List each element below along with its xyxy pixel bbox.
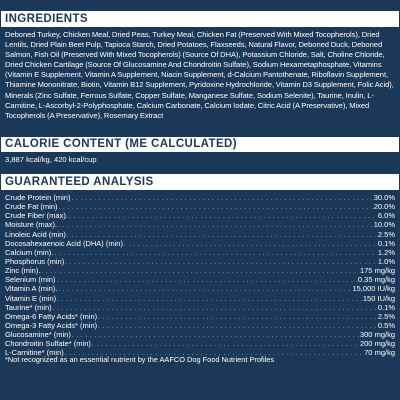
leader-dots: [57, 296, 362, 303]
analysis-label: Vitamin E (min): [5, 293, 57, 303]
analysis-label: Crude Protein (min): [5, 193, 71, 202]
analysis-value: 10.0%: [373, 220, 395, 230]
analysis-row-crude-fat: [5, 202, 395, 211]
aafco-footnote: *Not recognized as an essential nutrient by the AAFCO Dog Food Nutrient Profiles: [5, 355, 275, 364]
analysis-value: 70 mg/kg: [364, 348, 395, 358]
analysis-value: 1.2%: [377, 247, 395, 257]
analysis-row-dha: [5, 239, 395, 248]
analysis-row-chondroitin: [5, 339, 395, 348]
analysis-row-crude-fiber: [5, 211, 395, 220]
analysis-value: 15,000 IU/kg: [352, 284, 395, 294]
analysis-row-calcium: [5, 248, 395, 257]
leader-dots: [59, 204, 373, 211]
guaranteed-analysis-table: [5, 193, 395, 358]
analysis-row-crude-protein: [5, 193, 395, 202]
leader-dots: [65, 259, 377, 266]
analysis-label: Zinc (min).: [5, 266, 41, 276]
analysis-value: 175 mg/kg: [359, 266, 395, 276]
analysis-row-zinc: [5, 266, 395, 275]
analysis-value: 2.5%: [377, 229, 395, 239]
analysis-value: 0.5%: [377, 320, 395, 330]
leader-dots: [58, 222, 373, 229]
analysis-label: Crude Fiber (max).: [5, 211, 68, 221]
leader-dots: [124, 241, 377, 248]
analysis-row-moisture: [5, 220, 395, 229]
leader-dots: [53, 305, 377, 312]
analysis-row-phosphorus: [5, 257, 395, 266]
analysis-value: 6.0%: [377, 211, 395, 221]
analysis-value: 0.1%: [377, 238, 395, 248]
analysis-row-omega-3: [5, 321, 395, 330]
analysis-value: 30.0%: [373, 193, 395, 202]
analysis-label: Omega-3 Fatty Acids* (min): [5, 320, 98, 330]
ingredients-heading: INGREDIENTS: [1, 11, 399, 27]
analysis-label: Linoleic Acid (min): [5, 229, 66, 239]
analysis-row-linoleic-acid: [5, 230, 395, 239]
analysis-label: L-Carnitine* (min): [5, 348, 64, 358]
analysis-row-selenium: [5, 275, 395, 284]
leader-dots: [71, 195, 372, 202]
analysis-label: Phosphorus (min): [5, 256, 65, 266]
analysis-row-omega-6: [5, 312, 395, 321]
leader-dots: [72, 332, 359, 339]
analysis-label: Crude Fat (min): [5, 202, 58, 212]
analysis-value: 0.1%: [377, 302, 395, 312]
analysis-value: 300 mg/kg: [359, 330, 395, 340]
analysis-label: Moisture (max).: [5, 220, 58, 230]
leader-dots: [69, 213, 377, 220]
leader-dots: [58, 286, 351, 293]
analysis-row-vitamin-a: [5, 284, 395, 293]
calorie-content-heading: CALORIE CONTENT (ME CALCULATED): [1, 137, 399, 152]
analysis-label: Chondroitin Sulfate* (min): [5, 339, 91, 349]
analysis-label: Selenium (min): [5, 275, 56, 285]
leader-dots: [98, 323, 377, 330]
analysis-label: Vitamin A (min).: [5, 284, 58, 294]
analysis-row-glucosamine: [5, 330, 395, 339]
analysis-label: Calcium (min).: [5, 247, 54, 257]
analysis-value: 2.5%: [377, 311, 395, 321]
guaranteed-analysis-heading: GUARANTEED ANALYSIS: [1, 174, 399, 190]
analysis-row-taurine: [5, 303, 395, 312]
leader-dots: [54, 250, 377, 257]
leader-dots: [92, 341, 359, 348]
analysis-value: 1.0%: [377, 256, 395, 266]
analysis-value: 150 IU/kg: [362, 293, 395, 303]
leader-dots: [67, 232, 377, 239]
leader-dots: [98, 314, 377, 321]
calorie-content-value: 3,887 kcal/kg, 420 kcal/cup: [5, 155, 97, 164]
analysis-label: Taurine* (min): [5, 302, 52, 312]
analysis-value: 20.0%: [373, 202, 395, 212]
analysis-value: 200 mg/kg: [359, 339, 395, 349]
leader-dots: [56, 277, 356, 284]
leader-dots: [41, 268, 359, 275]
ingredients-list: Deboned Turkey, Chicken Meal, Dried Peas, Turkey Meal, Chicken Fat (Preserved With Mixed Tocopherols), Dried Lentils, Dried Plain Beet Pulp, Tapioca Starch, Dried Potatoes, Flaxseeds, Natural Flavor, Deboned Duck, Deboned Salmon, Fish Oil (Preserved With Mixed Tocopherols) (Source Of DHA), Potassium Chloride, Salt, Choline Chloride, Dried Chicken Cartilage (Source Of Glucosamine And Chondroitin Sulfate), Sodium Hexametaphosphate, Vitamins (Vitamin E Supplement, Vitamin A Supplement, Niacin Supplement, d-Calcium Pantothenate, Riboflavin Supplement, Thiamine Mononitrate, Biotin, Vitamin B12 Supplement, Pyridoxine Hydrochloride, Vitamin D3 Supplement, Folic Acid), Minerals (Zinc Sulfate, Ferrous Sulfate, Copper Sulfate, Manganese Sulfate, Sodium Selenite), Taurine, Inulin, L-Carnitine, L-Ascorbyl-2-Polyphosphate, Calcium Carbonate, Calcium Iodate, Citric Acid (A Preservative), Mixed Tocopherols (A Preservative), Rosemary Extract: [5, 30, 394, 120]
analysis-row-vitamin-e: [5, 294, 395, 303]
analysis-value: 0.35 mg/kg: [357, 275, 395, 285]
analysis-label: Omega-6 Fatty Acids* (min): [5, 311, 98, 321]
analysis-label: Docosahexaenoic Acid (DHA) (min): [5, 238, 123, 248]
analysis-label: Glucosamine* (min): [5, 330, 71, 340]
